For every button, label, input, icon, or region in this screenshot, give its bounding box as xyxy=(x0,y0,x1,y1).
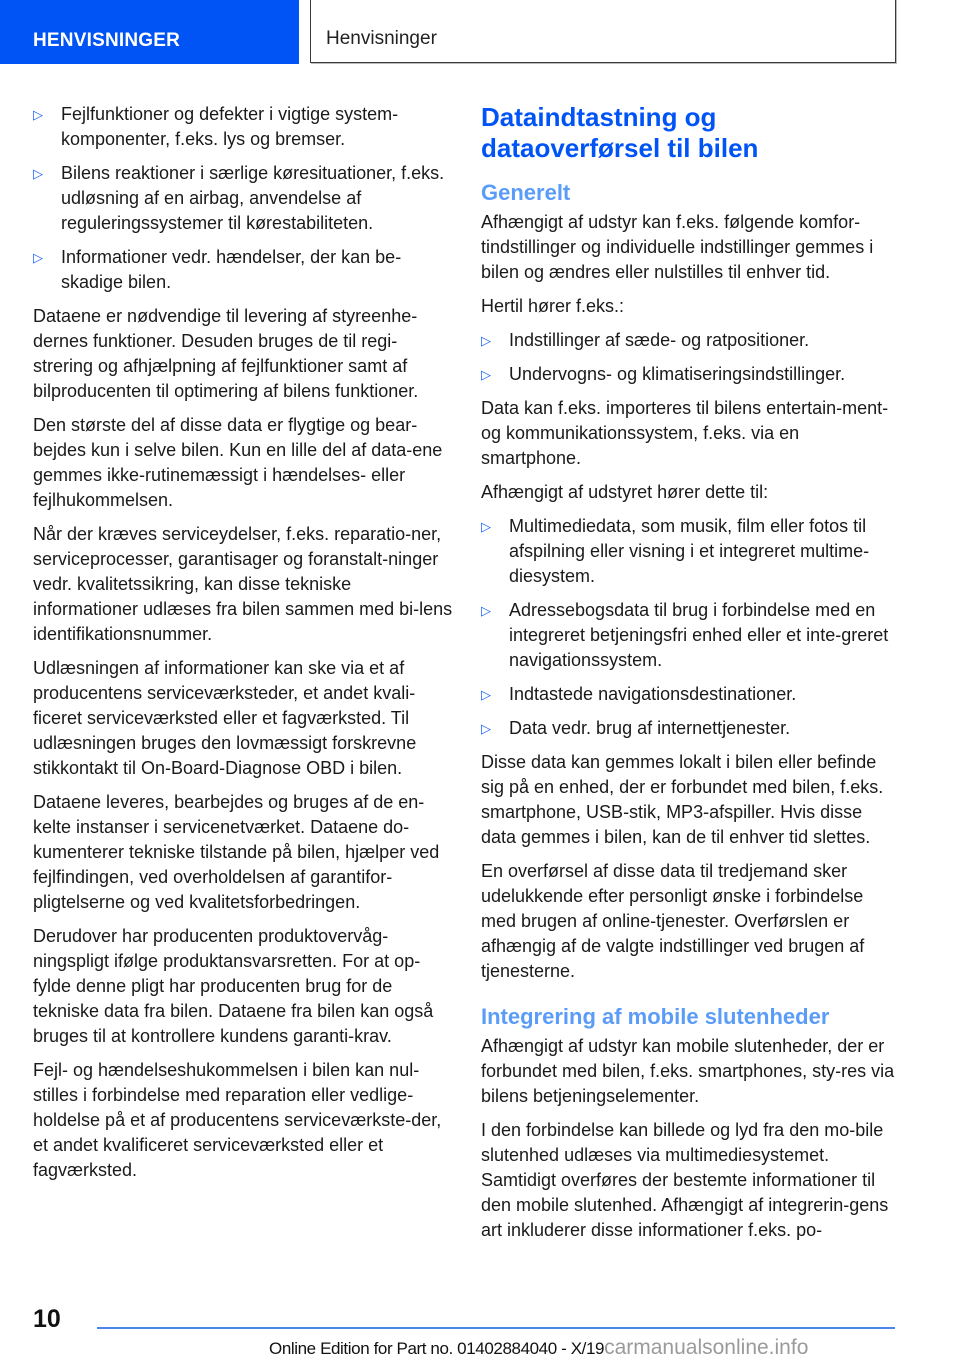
paragraph: Disse data kan gemmes lokalt i bilen eller befinde sig på en enhed, der er forbundet med bilen, f.eks. smartphone, USB-stik, MP3-afspiller. Hvis disse data gemmes i bilen, kan de til enhver tid slettes. xyxy=(481,752,884,847)
paragraph: Fejl- og hændelseshukommelsen i bilen kan nul-stilles i forbindelse med reparation eller vedlige-holdelse på et af producentens serviceværkste-der, et andet kvalificeret serviceværksted eller et fagværksted. xyxy=(33,1060,442,1180)
paragraph: Dataene leveres, bearbejdes og bruges af de en-kelte instanser i servicenetværket. Dataene do-kumenterer tekniske tilstande på bilen, hjælper ved fejlfindingen, ved overholdelsen af garantifor-pligtelserne og ved kvalitetsforbedringen. xyxy=(33,792,440,912)
list-item: ▷ Undervogns- og klimatiseringsindstillinger. xyxy=(481,362,901,387)
bullet-triangle-icon: ▷ xyxy=(481,367,491,382)
paragraph: Udlæsningen af informationer kan ske via et af producentens serviceværksteder, et andet kvali-ficeret serviceværksted eller et fagværksted. Til udlæsningen bruges den lovmæssigt forskrevne stikkontakt til On-Board-Diagnose OBD i bilen. xyxy=(33,658,417,778)
paragraph: Den største del af disse data er flygtige og bear-bejdes kun i selve bilen. Kun en lille del af data-ene gemmes ikke-rutinemæssigt i hændelses- eller fejlhukommelsen. xyxy=(33,415,443,510)
bullet-triangle-icon: ▷ xyxy=(481,687,491,702)
left-column xyxy=(33,102,453,1192)
bullet-triangle-icon: ▷ xyxy=(33,250,43,265)
chapter-heading: Dataindtastning og dataoverførsel til bilen xyxy=(481,102,759,163)
list-item: ▷ Indtastede navigationsdestinationer. xyxy=(481,682,901,707)
list-item: ▷ Fejlfunktioner og defekter i vigtige system-komponenter, f.eks. lys og bremser. xyxy=(33,104,399,149)
bullet-triangle-icon: ▷ xyxy=(481,519,491,534)
bullet-triangle-icon: ▷ xyxy=(33,166,43,181)
section-title-box xyxy=(310,0,896,63)
bullet-triangle-icon: ▷ xyxy=(33,107,43,122)
list-item: ▷ Data vedr. brug af internettjenester. xyxy=(481,716,901,741)
paragraph: Afhængigt af udstyr kan f.eks. følgende komfor-tindstillinger og individuelle indstillinger gemmes i bilen og ændres eller nulstilles til enhver tid. xyxy=(481,212,874,282)
bullet-triangle-icon: ▷ xyxy=(481,333,491,348)
paragraph: Derudover har producenten produktovervåg-ningspligt ifølge produktansvarsretten. For at op-fylde denne pligt har producenten brug for de tekniske data fra bilen. Dataene fra bilen kan også bruges til at kontrollere kundens garanti-krav. xyxy=(33,926,434,1046)
list-item: ▷ Informationer vedr. hændelser, der kan be-skadige bilen. xyxy=(33,247,402,292)
paragraph: Hertil hører f.eks.: xyxy=(481,296,625,316)
list-item: ▷ Adressebogsdata til brug i forbindelse med en integreret betjeningsfri enhed eller et inte-greret navigationssystem. xyxy=(481,600,889,670)
right-column xyxy=(481,102,901,1252)
page-number: 10 xyxy=(33,1305,61,1333)
paragraph: En overførsel af disse data til tredjemand sker udelukkende efter personligt ønske i forbindelse med brugen af online-tjenester. Overførslen er afhængig af de valgte indstillinger ved brugen af tjenesterne. xyxy=(481,861,865,981)
edition-text: Online Edition for Part no. 01402884040 - X/19 xyxy=(269,1339,605,1358)
bullet-triangle-icon: ▷ xyxy=(481,721,491,736)
paragraph: Afhængigt af udstyret hører dette til: xyxy=(481,482,769,502)
paragraph: Data kan f.eks. importeres til bilens entertain-ment- og kommunikationssystem, f.eks. via en smartphone. xyxy=(481,398,889,468)
section-heading-generelt: Generelt xyxy=(481,180,571,205)
paragraph: Dataene er nødvendige til levering af styreenhe-dernes funktioner. Desuden bruges de til regi-strering og afhjælpning af fejlfunktioner samt af bilproducenten til optimering af bilens funktioner. xyxy=(33,306,419,401)
section-tab xyxy=(0,0,299,64)
paragraph: I den forbindelse kan billede og lyd fra den mo-bile slutenhed udlæses via multimediesystemet. Samtidigt overføres der bestemte informationer til den mobile slutenhed. Afhængigt af integrerin-gens art inkluderer disse informationer f.eks. po- xyxy=(481,1120,889,1240)
paragraph: Afhængigt af udstyr kan mobile slutenheder, der er forbundet med bilen, f.eks. smartphones, sty-res via bilens betjeningselementer. xyxy=(481,1036,895,1106)
paragraph: Når der kræves serviceydelser, f.eks. reparatio-ner, serviceprocesser, garantisager og foranstalt-ninger vedr. kvalitetssikring, kan disse tekniske informationer udlæses fra bilen sammen med bi-lens identifikationsnummer. xyxy=(33,524,453,644)
bullet-triangle-icon: ▷ xyxy=(481,603,491,618)
watermark[interactable]: carmanualsonline.info xyxy=(604,1336,809,1359)
section-tab-label: HENVISNINGER xyxy=(33,30,181,51)
list-item: ▷ Multimediedata, som musik, film eller fotos til afspilning eller visning i et integreret multime-diesystem. xyxy=(481,516,870,586)
footer xyxy=(269,1336,808,1360)
list-item: ▷ Bilens reaktioner i særlige køresituationer, f.eks. udløsning af en airbag, anvendelse af reguleringssystemer til kørestabiliteten. xyxy=(33,163,445,233)
list-item: ▷ Indstillinger af sæde- og ratpositioner. xyxy=(481,328,901,353)
section-title: Henvisninger xyxy=(326,28,437,49)
section-heading-mobile: Integrering af mobile slutenheder xyxy=(481,1004,830,1029)
footer-divider xyxy=(97,1327,895,1329)
